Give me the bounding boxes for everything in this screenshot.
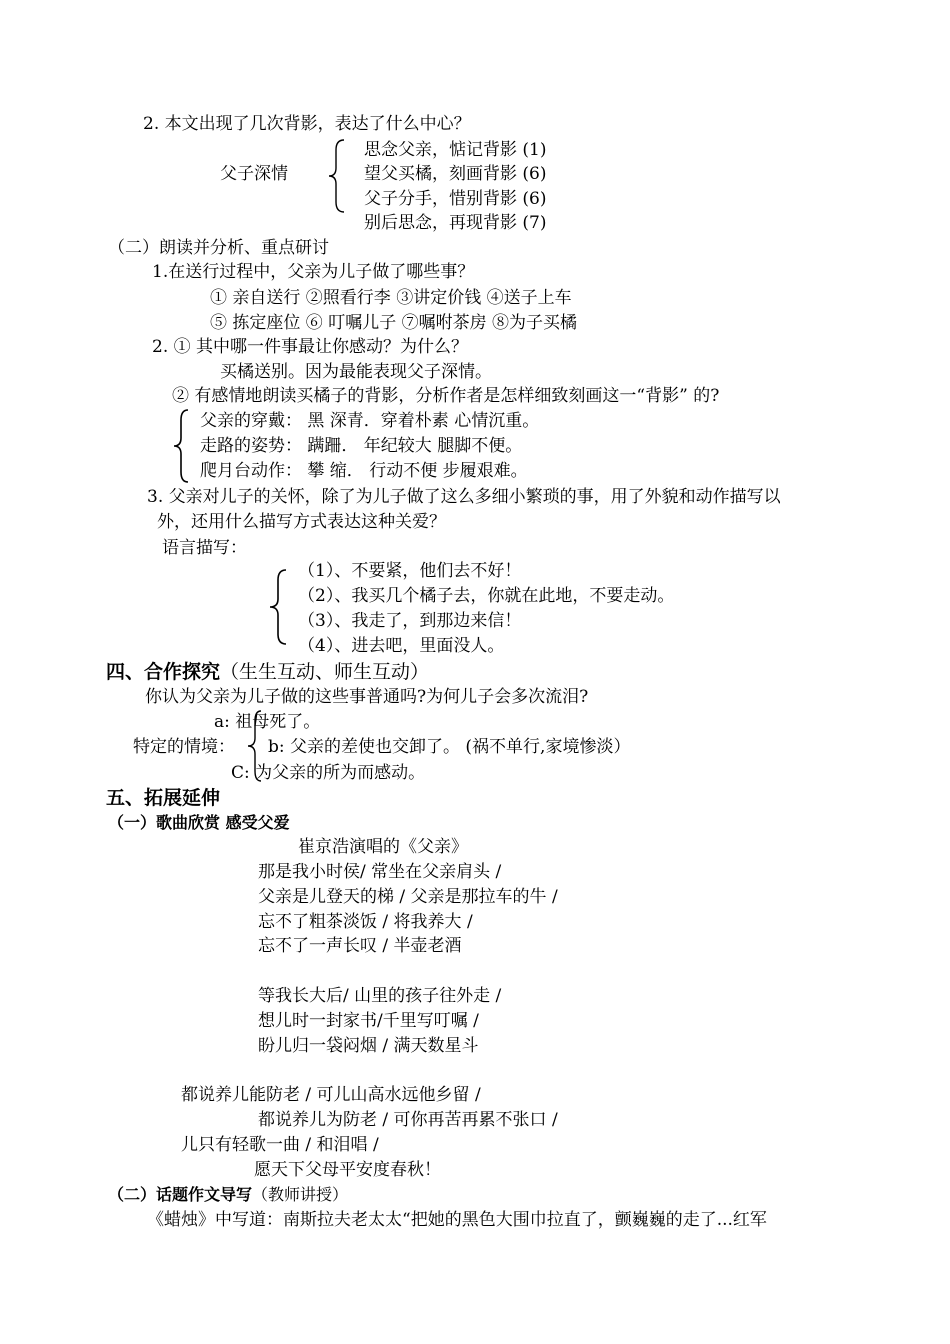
q2-question: 2. 本文出现了几次背影，表达了什么中心？ xyxy=(143,114,471,134)
s2q3-line2: 外，还用什么描写方式表达这种关爱？ xyxy=(157,512,446,532)
s2q2-answer1: 买橘送别。因为最能表现父子深情。 xyxy=(220,362,492,382)
s2q2-detail: 爬月台动作： 攀 缩． 行动不便 步履艰难。 xyxy=(200,461,528,481)
q2-item: 父子分手，惜别背影 (6) xyxy=(364,189,547,209)
section4-question: 你认为父亲为儿子做的这些事普通吗?为何儿子会多次流泪? xyxy=(145,687,589,707)
section4-item: b: 父亲的差使也交卸了。 (祸不单行,家境惨淡） xyxy=(268,737,631,757)
lyric-line: 盼儿归一袋闷烟 / 满天数星斗 xyxy=(258,1036,479,1056)
section2-title: （二）朗读并分析、重点研讨 xyxy=(108,238,329,258)
s2q2-detail: 走路的姿势： 蹒跚． 年纪较大 腿脚不便。 xyxy=(200,436,523,456)
brace-icon xyxy=(326,138,348,214)
s2q3-quote: （2）、我买几个橘子去，你就在此地，不要走动。 xyxy=(298,586,675,606)
s2q3-quote: （3）、我走了，到那边来信！ xyxy=(298,611,522,631)
section4-item: C: 为父亲的所为而感动。 xyxy=(231,763,426,783)
s2q2-detail: 父亲的穿戴： 黑 深青．穿着朴素 心情沉重。 xyxy=(200,411,540,431)
s2q3-quote: （1）、不要紧，他们去不好！ xyxy=(298,561,522,581)
lyric-line: 忘不了粗茶淡饭 / 将我养大 / xyxy=(258,912,473,932)
s2q3-quote: （4）、进去吧，里面没人。 xyxy=(298,636,505,656)
section5-title: 五、拓展延伸 xyxy=(106,787,221,809)
lyric-line: 想儿时一封家书/千里写叮嘱 / xyxy=(258,1011,479,1031)
lyric-line: 等我长大后/ 山里的孩子往外走 / xyxy=(258,986,502,1006)
s2q1-question: 1.在送行过程中，父亲为儿子做了哪些事？ xyxy=(152,262,475,282)
q2-item: 望父买橘，刻画背影 (6) xyxy=(364,164,547,184)
lyric-line: 都说养儿为防老 / 可你再苦再累不张口 / xyxy=(258,1110,558,1130)
lyric-line: 都说养儿能防老 / 可儿山高水远他乡留 / xyxy=(181,1085,481,1105)
q2-center: 父子深情 xyxy=(220,164,288,184)
brace-icon xyxy=(172,408,192,484)
lyric-line: 父亲是儿登天的梯 / 父亲是那拉车的牛 / xyxy=(258,887,558,907)
q2-item: 别后思念，再现背影 (7) xyxy=(364,213,547,233)
s2q2-part2: ② 有感情地朗读买橘子的背影，分析作者是怎样细致刻画这一“背影” 的? xyxy=(172,386,720,406)
section5-sub2: （二）话题作文导写（教师讲授） xyxy=(108,1185,349,1204)
section5-sub1: （一）歌曲欣赏 感受父爱 xyxy=(108,813,290,832)
section4-item: a: 祖母死了。 xyxy=(214,712,321,732)
song-title: 崔京浩演唱的《父亲》 xyxy=(298,837,468,857)
lyric-line: 忘不了一声长叹 / 半壶老酒 xyxy=(258,936,462,956)
s2q3-line1: 3. 父亲对儿子的关怀，除了为儿子做了这么多细小繁琐的事，用了外貌和动作描写以 xyxy=(147,487,781,507)
lyric-line: 那是我小时侯/ 常坐在父亲肩头 / xyxy=(258,862,502,882)
q2-item: 思念父亲，惦记背影 (1) xyxy=(364,140,547,160)
section4-label: 特定的情境： xyxy=(133,737,235,757)
lyric-line: 愿天下父母平安度春秋！ xyxy=(254,1160,441,1180)
s2q1-row: ① 亲自送行 ②照看行李 ③讲定价钱 ④送子上车 xyxy=(210,288,572,308)
s2q2-part1: 2. ① 其中哪一件事最让你感动？为什么？ xyxy=(152,337,469,357)
s2q1-row: ⑤ 拣定座位 ⑥ 叮嘱儿子 ⑦嘱咐茶房 ⑧为子买橘 xyxy=(210,313,578,333)
lyric-line: 儿只有轻歌一曲 / 和泪唱 / xyxy=(181,1135,379,1155)
last-line: 《蜡烛》中写道：南斯拉夫老太太“把她的黑色大围巾拉直了，颤巍巍的走了...红军 xyxy=(147,1210,767,1230)
section4-title: 四、合作探究（生生互动、师生互动） xyxy=(106,661,430,683)
brace-icon xyxy=(268,568,290,646)
s2q3-label: 语言描写： xyxy=(162,538,247,558)
